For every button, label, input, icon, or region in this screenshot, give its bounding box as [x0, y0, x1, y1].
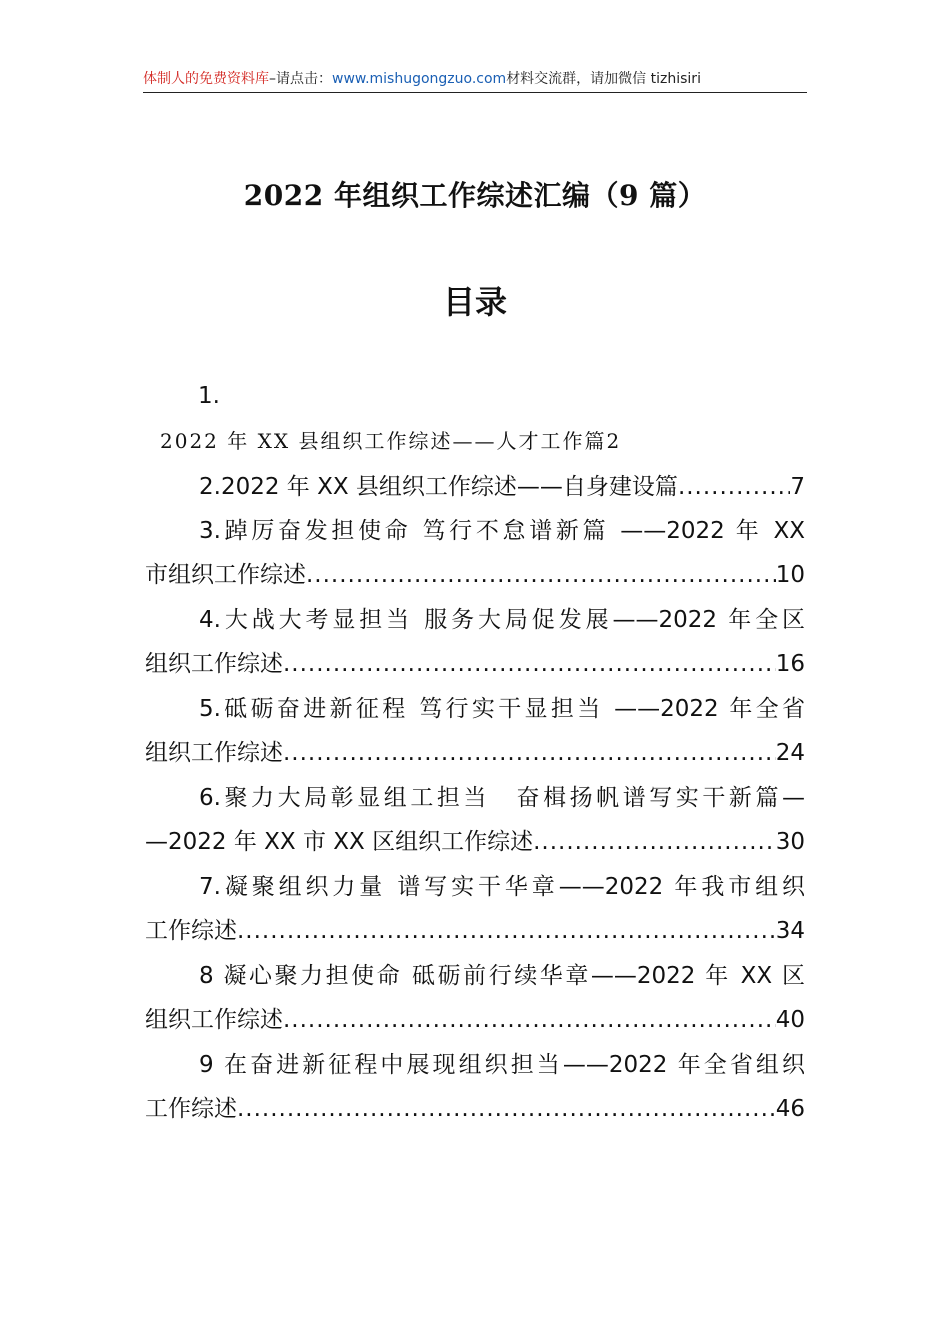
- toc-item-3-line-1[interactable]: 3.踔厉奋发担使命 笃行不怠谱新篇 ——2022 年 XX: [199, 518, 805, 544]
- toc-item-8-page: 40: [775, 1007, 805, 1033]
- header-brand: 体制人的免费资料库: [143, 71, 269, 87]
- toc-item-4-page: 16: [775, 651, 805, 677]
- toc-item-3[interactable]: [145, 555, 805, 595]
- toc-item-9-page: 46: [775, 1096, 805, 1122]
- toc-item-6[interactable]: [145, 822, 805, 862]
- header-link[interactable]: www.mishugongzuo.com: [332, 71, 507, 87]
- toc-item-7[interactable]: [145, 911, 805, 951]
- document-title: 2022 年组织工作综述汇编（9 篇）: [243, 179, 707, 212]
- toc-item-4[interactable]: [145, 644, 805, 684]
- toc-leader-dots: [283, 733, 776, 773]
- toc-item-9[interactable]: [145, 1089, 805, 1129]
- toc-item-8-line-1[interactable]: 8 凝心聚力担使命 砥砺前行续华章——2022 年 XX 区: [199, 963, 805, 989]
- toc-heading: 目录: [442, 283, 507, 321]
- toc-leader-dots: [283, 1000, 776, 1040]
- toc-leader-dots: [533, 822, 776, 862]
- toc-item-5-text: 组织工作综述: [145, 740, 283, 766]
- toc-item-3-text: 市组织工作综述: [145, 562, 306, 588]
- toc-leader-dots: [237, 911, 776, 951]
- toc-leader-dots: [237, 1089, 776, 1129]
- toc-item-1-number: 1.: [198, 383, 220, 409]
- toc-item-7-page: 34: [775, 918, 805, 944]
- toc-item-5[interactable]: [145, 733, 805, 773]
- toc-item-6-page: 30: [775, 829, 805, 855]
- toc-item-5-page: 24: [775, 740, 805, 766]
- toc-item-9-text: 工作综述: [145, 1096, 237, 1122]
- toc-item-8[interactable]: [145, 1000, 805, 1040]
- toc-item-4-text: 组织工作综述: [145, 651, 283, 677]
- header-prompt: –请点击：: [269, 71, 332, 87]
- toc-item-7-line-1[interactable]: 7.凝聚组织力量 谱写实干华章——2022 年我市组织: [199, 874, 805, 900]
- toc-item-7-text: 工作综述: [145, 918, 237, 944]
- toc-item-2-page: 7: [790, 474, 805, 500]
- toc-leader-dots: [678, 467, 790, 507]
- toc-item-6-text: —2022 年 XX 市 XX 区组织工作综述: [145, 829, 534, 855]
- toc-item-4-line-1[interactable]: 4.大战大考显担当 服务大局促发展——2022 年全区: [199, 607, 805, 633]
- toc-item-9-line-1[interactable]: 9 在奋进新征程中展现组织担当——2022 年全省组织: [199, 1052, 805, 1078]
- toc-leader-dots: [283, 644, 776, 684]
- toc-item-2[interactable]: [145, 467, 805, 507]
- toc-item-2-text: 2.2022 年 XX 县组织工作综述——自身建设篇: [199, 474, 678, 500]
- toc-item-3-page: 10: [775, 562, 805, 588]
- page-header: [143, 66, 807, 93]
- toc-item-5-line-1[interactable]: 5.砥砺奋进新征程 笃行实干显担当 ——2022 年全省: [199, 696, 805, 722]
- header-suffix: 材料交流群，请加微信 tizhisiri: [506, 71, 701, 87]
- toc-item-6-line-1[interactable]: 6.聚力大局彰显组工担当 奋楫扬帆谱写实干新篇—: [199, 785, 805, 811]
- toc-leader-dots: [306, 555, 776, 595]
- toc-item-8-text: 组织工作综述: [145, 1007, 283, 1033]
- toc-item-1[interactable]: 2022 年 XX 县组织工作综述——人才工作篇2: [160, 429, 622, 453]
